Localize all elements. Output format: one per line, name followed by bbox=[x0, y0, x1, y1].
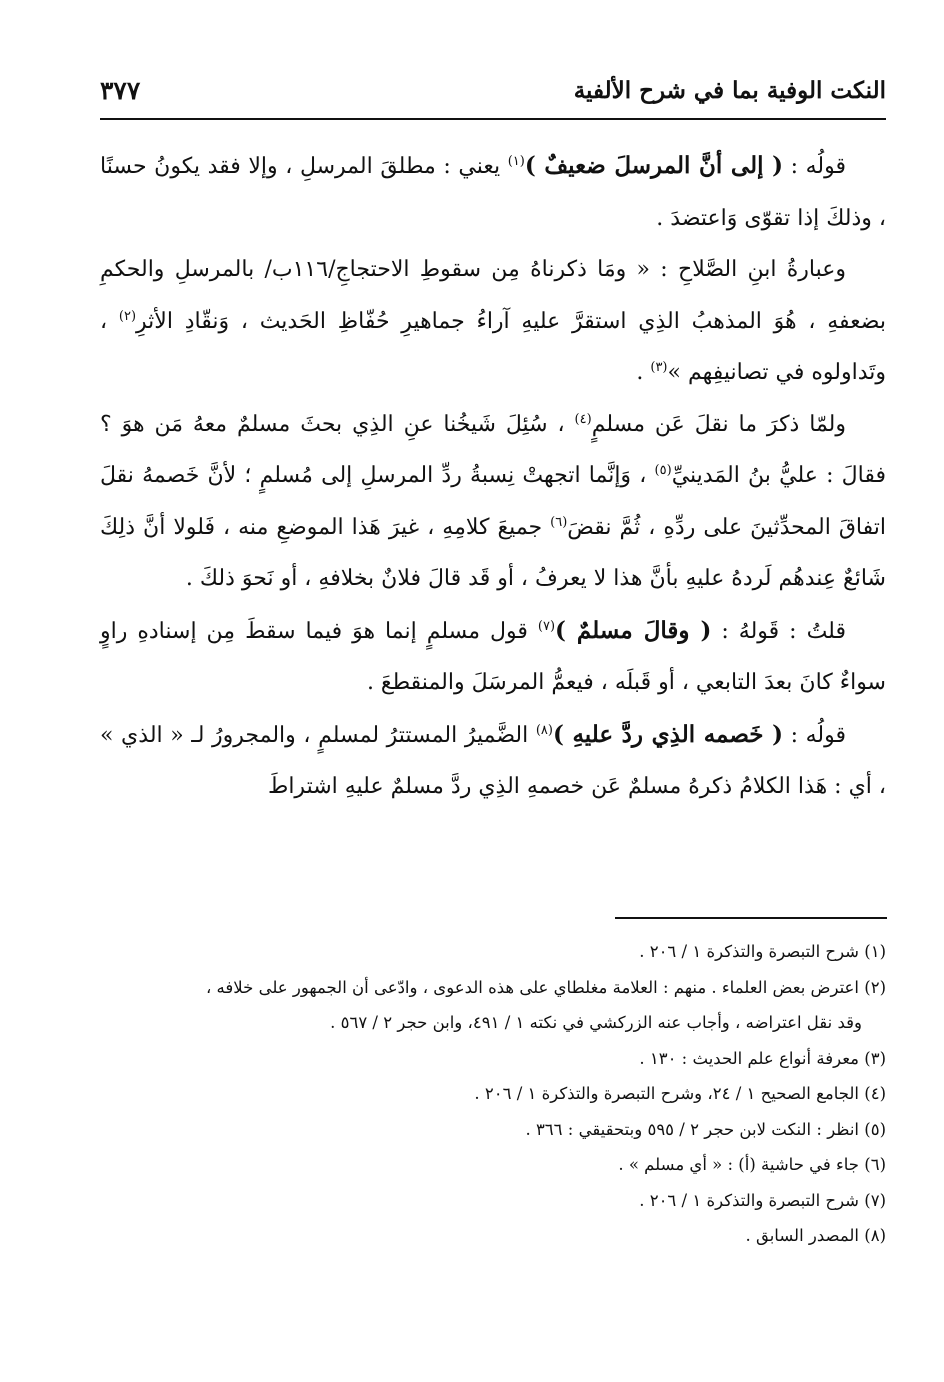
running-title: النكت الوفية بما في شرح الألفية bbox=[573, 76, 886, 104]
footnotes bbox=[100, 934, 886, 1254]
paragraph-text: ، وَإنَّما اتجهتْ نِسبةُ ردِّ المرسلِ إلى مُسلمٍ ؛ لأنَّ خَصمهُ نقلَ اتفاقَ المحدِّثينَ على ردِّهِ ، ثُمَّ نقضَ bbox=[100, 463, 887, 540]
footnote-ref: (٤) bbox=[574, 411, 592, 427]
paragraph-4 bbox=[100, 605, 886, 709]
main-text bbox=[100, 140, 886, 813]
footnote-ref: (٧) bbox=[537, 618, 556, 634]
running-header bbox=[100, 66, 886, 114]
quoted-phrase: ( وقالَ مسلمٌ ) bbox=[555, 616, 712, 644]
footnote-2-continuation: وقد نقل اعتراضه ، وأجاب عنه الزركشي في نكته ١ / ٤٩١، وابن حجر ٢ / ٥٦٧ . bbox=[330, 1013, 862, 1032]
paragraph-text: وعبارةُ ابنِ الصَّلاحِ : « ومَا ذكرناهُ مِن سقوطِ الاحتجاجِ/١١٦ب/ بالمرسلِ والحكمِ بضعفهِ ، هُوَ المذهبُ الذِي استقرَّ عليهِ آراءُ جماهيرِ حُفّاظِ الحَديث ، وَنقّادِ الأثرِ bbox=[100, 257, 886, 334]
footnote-ref: (٣) bbox=[650, 360, 668, 375]
footnote-3: (٣) معرفة أنواع علم الحديث : ١٣٠ . bbox=[639, 1048, 886, 1068]
paragraph-text: جميعَ كلامِهِ ، غيرَ هَذا الموضعِ منه ، فَلولا أنَّ ذلِكَ شَائعٌ عِندهُم لَردهُ عليهِ بأنَّ هذا لا يعرفُ ، أو قَد قالَ فلانٌ بخلافهِ ، أو نَحوَ ذلكَ . bbox=[100, 514, 886, 591]
paragraph-text: . bbox=[636, 360, 651, 385]
header-rule bbox=[100, 118, 886, 120]
paragraph-text: يعني : مطلقَ المرسلِ ، وإلا فقد يكونُ حسنًا ، وذلكَ إذا تقوّى وَاعتضدَ . bbox=[100, 154, 886, 231]
paragraph-5 bbox=[100, 709, 886, 813]
footnote-1: (١) شرح التبصرة والتذكرة ١ / ٢٠٦ . bbox=[639, 942, 886, 961]
footnote-5: (٥) انظر : النكت لابن حجر ٢ / ٥٩٥ وبتحقيقي : ٣٦٦ . bbox=[525, 1119, 886, 1139]
footnote-6: (٦) جاء في حاشية (أ) : « أي مسلم » . bbox=[618, 1155, 886, 1174]
paragraph-2 bbox=[100, 244, 886, 399]
paragraph-text: ، سُئِلَ شَيخُنا عنِ الذِي بحثَ مسلمٌ معهُ مَن هوَ ؟ فقالَ : عليُّ بنُ المَدينيِّ bbox=[100, 411, 887, 488]
footnote-ref: (١) bbox=[507, 154, 525, 169]
footnote-ref: (٦) bbox=[550, 514, 568, 530]
paragraph-text: ولمّا ذكرَ ما نقلَ عَن مسلمٍ bbox=[591, 411, 847, 437]
page-number: ٣٧٧ bbox=[100, 75, 141, 105]
footnote-2: (٢) اعترض بعض العلماء . منهم : العلامة مغلطاي على هذه الدعوى ، وادّعى أن الجمهور على خلافه ، bbox=[205, 977, 886, 997]
footnote-8: (٨) المصدر السابق . bbox=[745, 1226, 886, 1245]
paragraph-text: قولُه : bbox=[783, 154, 847, 179]
paragraph-text: قولُه : bbox=[783, 722, 847, 748]
quoted-phrase: ( خَصمه الذِي ردَّ عليهِ ) bbox=[552, 720, 784, 748]
paragraph-3 bbox=[100, 399, 886, 605]
footnote-ref: (٨) bbox=[535, 722, 553, 738]
paragraph-text: قلتُ : قَولهُ : bbox=[711, 618, 846, 644]
paragraph-text: ، وتَداولوه في تصانيفِهم » bbox=[100, 308, 886, 385]
footnote-7: (٧) شرح التبصرة والتذكرة ١ / ٢٠٦ . bbox=[639, 1190, 886, 1210]
paragraph-text: الضَّميرُ المستترُ لمسلمٍ ، والمجرورُ لـ « الذي » ، أي : هَذا الكلامُ ذكرهُ مسلمٌ عَن خصمهِ الذِي ردَّ مسلمٌ عليهِ اشتراطَ bbox=[100, 722, 886, 799]
footnote-separator bbox=[615, 917, 887, 919]
paragraph-text: قول مسلمٍ إنما هوَ فيما سقطَ مِن إسنادهِ راوٍ سواءٌ كانَ بعدَ التابعي ، أو قَبلَه ، فيعمُّ المرسَلَ والمنقطعَ . bbox=[100, 618, 886, 695]
footnote-4: (٤) الجامع الصحيح ١ / ٢٤، وشرح التبصرة والتذكرة ١ / ٢٠٦ . bbox=[474, 1084, 886, 1103]
footnote-ref: (٥) bbox=[654, 463, 672, 478]
footnote-ref: (٢) bbox=[118, 308, 137, 324]
paragraph-1 bbox=[100, 140, 886, 244]
quoted-phrase: ( إلى أنَّ المرسلَ ضعيفٌ ) bbox=[524, 152, 784, 179]
